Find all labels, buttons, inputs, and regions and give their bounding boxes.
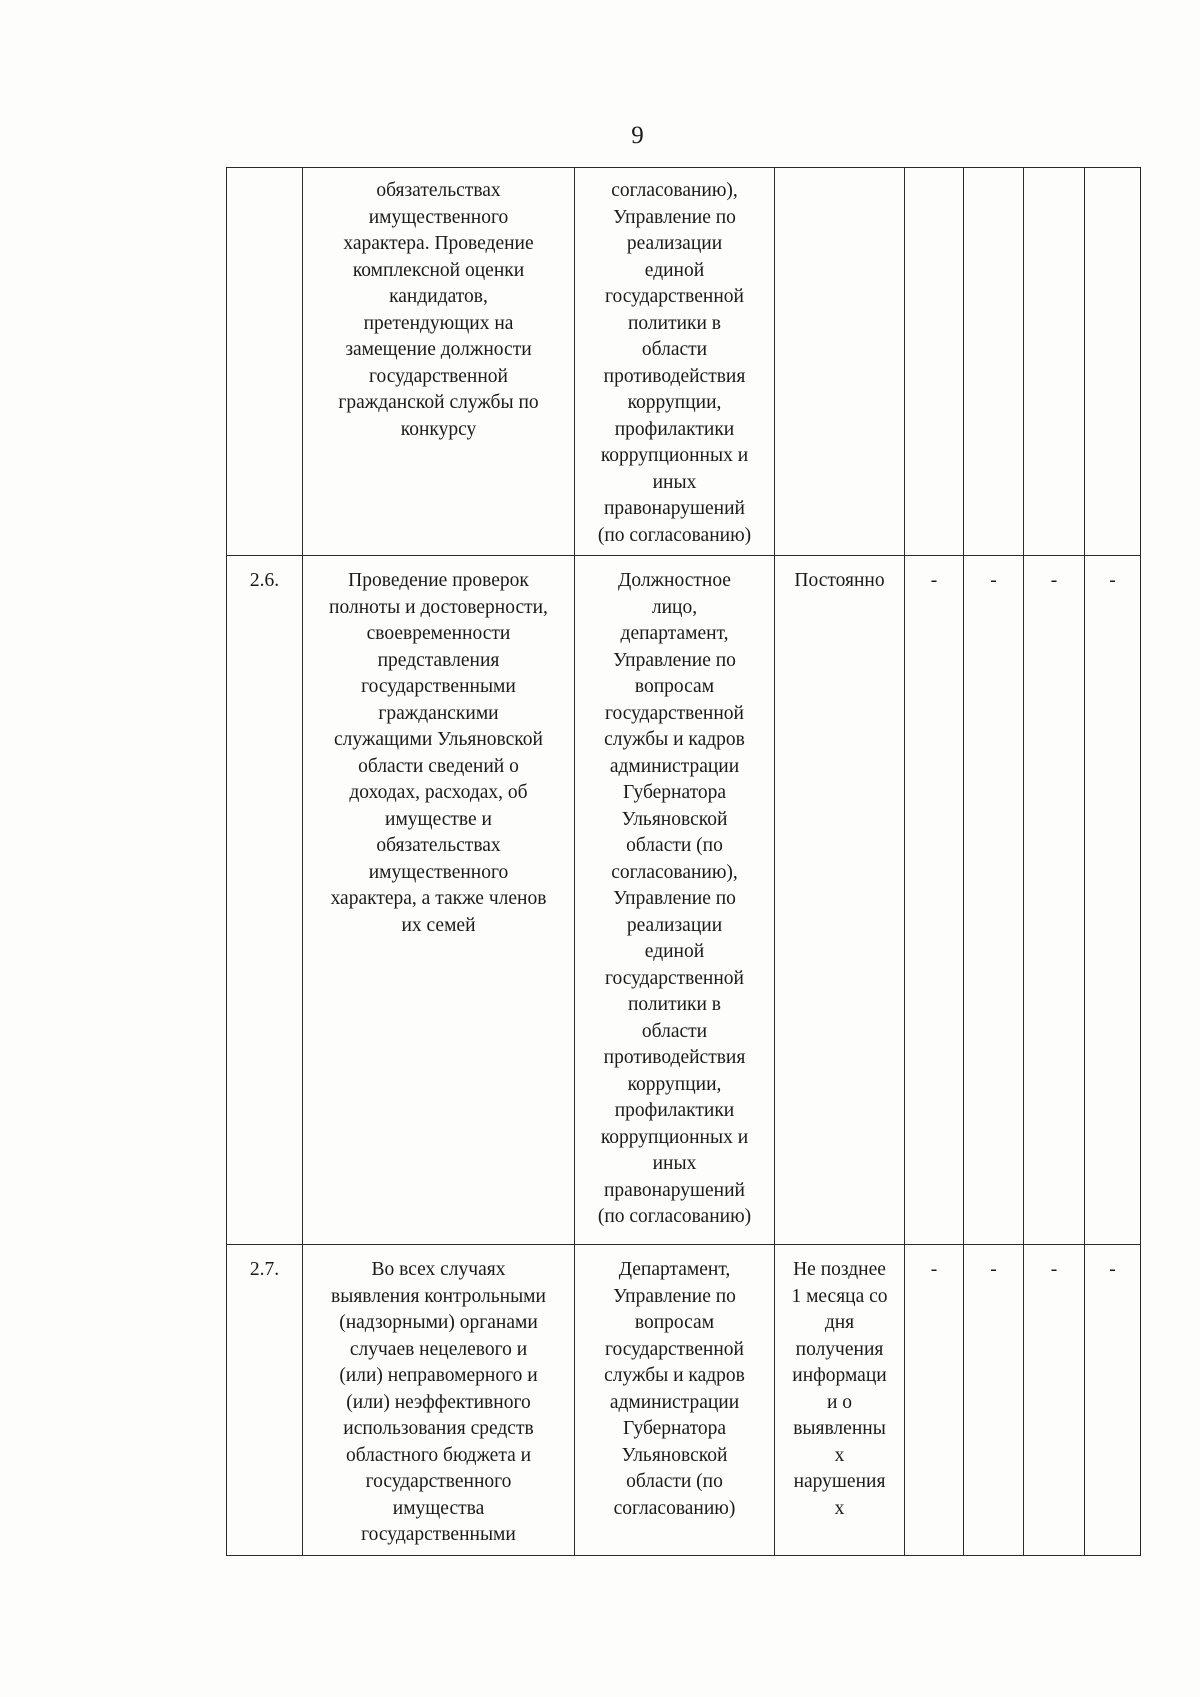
funding-cell-1: - (905, 556, 964, 1245)
measure-cell: обязательствах имущественного характера. Проведение комплексной оценки кандидатов, претендующих на замещение должности государственной гражданской службы по конкурсу (303, 168, 575, 556)
funding-cell-3: - (1024, 1245, 1085, 1556)
funding-cell-3: - (1024, 556, 1085, 1245)
page-number: 9 (631, 122, 644, 149)
term-cell: Постоянно (775, 556, 905, 1245)
funding-cell-2 (964, 168, 1024, 556)
funding-cell-4 (1085, 168, 1141, 556)
responsible-cell: согласованию), Управление по реализации единой государственной политики в области противодействия коррупции, профилактики коррупционных и иных правонарушений (по согласованию) (575, 168, 775, 556)
term-cell (775, 168, 905, 556)
row-number (227, 168, 303, 556)
row-number: 2.7. (227, 1245, 303, 1556)
term-cell: Не позднее 1 месяца со дня получения информаци и о выявленны х нарушения х (775, 1245, 905, 1556)
funding-cell-2: - (964, 556, 1024, 1245)
table-row (227, 168, 1141, 556)
measures-table (226, 167, 1141, 1556)
responsible-cell: Должностное лицо, департамент, Управление по вопросам государственной службы и кадров администрации Губернатора Ульяновской области (по согласованию), Управление по реализации единой государственной политики в области противодействия коррупции, профилактики коррупционных и иных правонарушений (по согласованию) (575, 556, 775, 1245)
funding-cell-4: - (1085, 1245, 1141, 1556)
funding-cell-2: - (964, 1245, 1024, 1556)
responsible-cell: Департамент, Управление по вопросам государственной службы и кадров администрации Губернатора Ульяновской области (по согласованию) (575, 1245, 775, 1556)
funding-cell-4: - (1085, 556, 1141, 1245)
funding-cell-3 (1024, 168, 1085, 556)
measure-cell: Во всех случаях выявления контрольными (надзорными) органами случаев нецелевого и (или) неправомерного и (или) неэффективного использования средств областного бюджета и государственного имущества государственными (303, 1245, 575, 1556)
table-row (227, 556, 1141, 1245)
table-row (227, 1245, 1141, 1556)
row-number: 2.6. (227, 556, 303, 1245)
funding-cell-1 (905, 168, 964, 556)
measure-cell: Проведение проверок полноты и достоверности, своевременности представления государственными гражданскими служащими Ульяновской области сведений о доходах, расходах, об имуществе и обязательствах имущественного характера, а также членов их семей (303, 556, 575, 1245)
funding-cell-1: - (905, 1245, 964, 1556)
